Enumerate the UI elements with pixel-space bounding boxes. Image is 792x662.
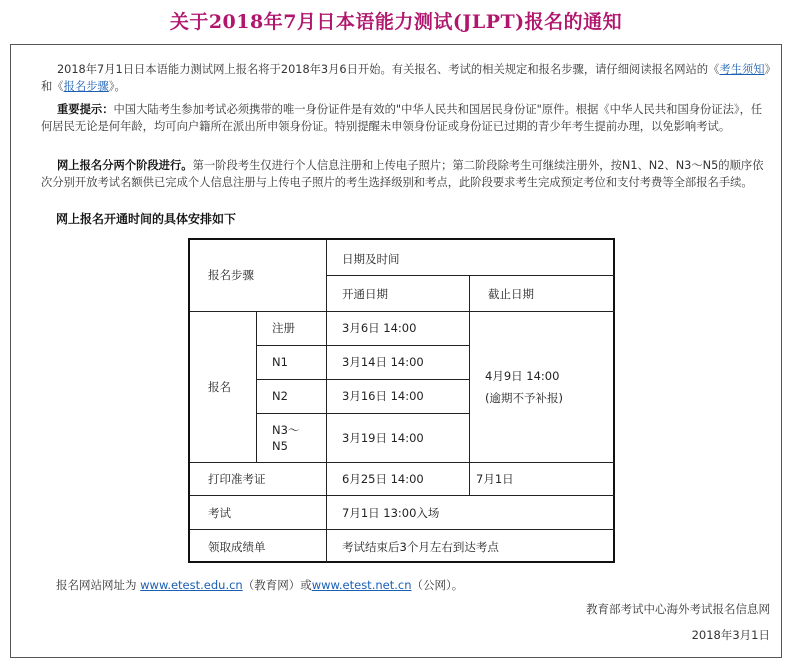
step-label: N1 xyxy=(272,355,288,369)
registration-close-date: 4月9日 14:00 xyxy=(485,369,560,383)
table-line xyxy=(190,495,615,496)
important-notice-paragraph xyxy=(41,101,771,135)
edu-site-link[interactable]: www.etest.edu.cn xyxy=(140,578,243,592)
print-admission-open: 6月25日 14:00 xyxy=(342,472,424,486)
intro-text-1: 2018年7月1日日本语能力测试网上报名将于2018年3月6日开始。有关报名、考试的相关规定和报名步骤，请仔细阅读报名网站的《 xyxy=(57,63,720,76)
website-suffix: （公网）。 xyxy=(411,578,464,592)
table-line xyxy=(256,345,469,346)
print-admission-close: 7月1日 xyxy=(476,472,514,486)
table-line xyxy=(326,240,327,563)
issue-date: 2018年3月1日 xyxy=(691,628,770,642)
schedule-table xyxy=(188,238,615,563)
open-date: 3月14日 14:00 xyxy=(342,355,424,369)
score-report-value: 考试结束后3个月左右到达考点 xyxy=(342,540,499,554)
page-title: 关于2018年7月日本语能力测试(JLPT)报名的通知 xyxy=(169,11,623,33)
datetime-header: 日期及时间 xyxy=(342,252,400,266)
no-late-registration-note: (逾期不予补报) xyxy=(485,391,563,405)
table-line xyxy=(256,311,257,462)
exam-label: 考试 xyxy=(208,506,231,520)
important-notice-label: 重要提示： xyxy=(57,103,114,116)
phases-label: 网上报名分两个阶段进行。 xyxy=(57,159,193,172)
open-date: 3月6日 14:00 xyxy=(342,321,417,335)
step-header: 报名步骤 xyxy=(208,268,254,282)
candidate-notice-link[interactable]: 考生须知 xyxy=(719,63,765,76)
open-date-header: 开通日期 xyxy=(342,287,388,301)
table-line xyxy=(190,462,615,463)
exam-time: 7月1日 13:00入场 xyxy=(342,506,440,520)
intro-paragraph xyxy=(41,61,771,95)
step-label: N2 xyxy=(272,389,288,403)
open-date: 3月19日 14:00 xyxy=(342,431,424,445)
print-admission-label: 打印准考证 xyxy=(208,472,266,486)
table-line xyxy=(326,275,615,276)
table-line xyxy=(256,413,469,414)
intro-text-2: 》和《 xyxy=(41,63,771,93)
table-line xyxy=(469,275,470,495)
website-line xyxy=(56,577,463,593)
table-line xyxy=(190,529,615,530)
website-mid: （教育网）或 xyxy=(242,578,312,592)
score-report-label: 领取成绩单 xyxy=(208,540,266,554)
schedule-heading: 网上报名开通时间的具体安排如下 xyxy=(56,212,237,226)
registration-steps-link[interactable]: 报名步骤 xyxy=(63,80,109,93)
important-notice-text: 中国大陆考生参加考试必须携带的唯一身份证件是有效的"中华人民共和国居民身份证"原件。根据《中华人民共和国身份证法》，任何居民无论是何年龄，均可向户籍所在派出所申领身份证。特别提醒未申领身份证或身份证已过期的青少年考生提前办理，以免影响考试。 xyxy=(41,103,763,133)
public-site-link[interactable]: www.etest.net.cn xyxy=(311,578,412,592)
intro-text-3: 》。 xyxy=(108,80,126,93)
registration-group-label: 报名 xyxy=(208,380,231,394)
issuer: 教育部考试中心海外考试报名信息网 xyxy=(586,602,770,616)
phases-text: 第一阶段考生仅进行个人信息注册和上传电子照片；第二阶段除考生可继续注册外，按N1、N2、N3～N5的顺序依次分别开放考试名额供已完成个人信息注册与上传电子照片的考生选择级别和考点，此阶段要求考生完成预定考位和支付考费等全部报名手续。 xyxy=(41,159,764,189)
website-prefix: 报名网站网址为 xyxy=(56,578,141,592)
step-label: N3～N5 xyxy=(272,423,300,453)
open-date: 3月16日 14:00 xyxy=(342,389,424,403)
close-date-header: 截止日期 xyxy=(488,287,534,301)
step-label: 注册 xyxy=(272,321,295,335)
table-line xyxy=(190,311,615,312)
phases-paragraph xyxy=(41,157,771,191)
table-line xyxy=(256,379,469,380)
